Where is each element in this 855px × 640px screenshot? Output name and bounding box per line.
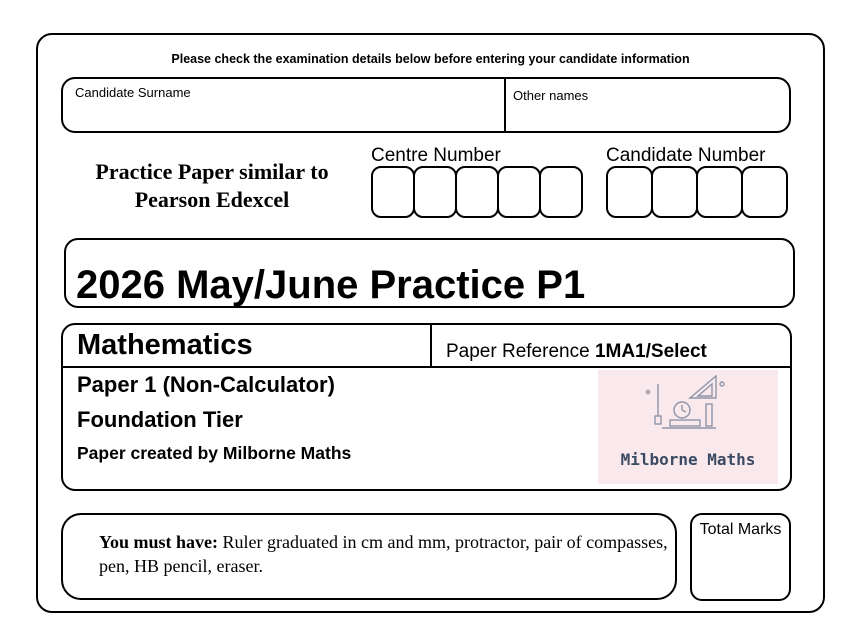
logo-text: Milborne Maths [620,450,756,469]
creator-line: Paper created by Milborne Maths [77,443,352,463]
centre-digit-box[interactable] [413,166,457,218]
candidate-number-boxes [606,166,786,218]
must-have-note [99,530,669,578]
candidate-digit-box[interactable] [696,166,743,218]
candidate-digit-box[interactable] [741,166,788,218]
centre-digit-box[interactable] [455,166,499,218]
paper-name: Paper 1 (Non-Calculator) [77,372,335,397]
paper-reference-label: Paper Reference [446,341,590,362]
centre-digit-box[interactable] [497,166,541,218]
must-have-text: Ruler graduated in cm and mm, protractor, pair of compasses, pen, HB pencil, eraser. [99,532,668,576]
paper-title: 2026 May/June Practice P1 [76,263,586,307]
paper-reference-value: 1MA1/Select [594,341,707,362]
practice-line-2: Pearson Edexcel [134,187,290,212]
candidate-name-divider [504,77,506,133]
check-details-note: Please check the examination details below before entering your candidate information [171,52,690,66]
centre-number-label: Centre Number [371,145,501,166]
maths-tools-icon [598,370,778,450]
centre-digit-box[interactable] [539,166,583,218]
centre-digit-box[interactable] [371,166,415,218]
total-marks-label: Total Marks [699,521,782,538]
tier-name: Foundation Tier [77,407,243,432]
candidate-digit-box[interactable] [606,166,653,218]
candidate-surname-label: Candidate Surname [75,85,191,100]
centre-number-boxes [371,166,581,218]
candidate-number-label: Candidate Number [606,145,766,166]
subject-row-divider [61,366,792,368]
subject-column-divider [430,323,432,367]
must-have-label: You must have: [99,532,219,552]
practice-paper-note [62,158,362,214]
practice-line-1: Practice Paper similar to [95,159,329,184]
subject-name: Mathematics [77,329,253,361]
paper-reference [446,341,707,363]
candidate-digit-box[interactable] [651,166,698,218]
other-names-label: Other names [513,88,589,103]
